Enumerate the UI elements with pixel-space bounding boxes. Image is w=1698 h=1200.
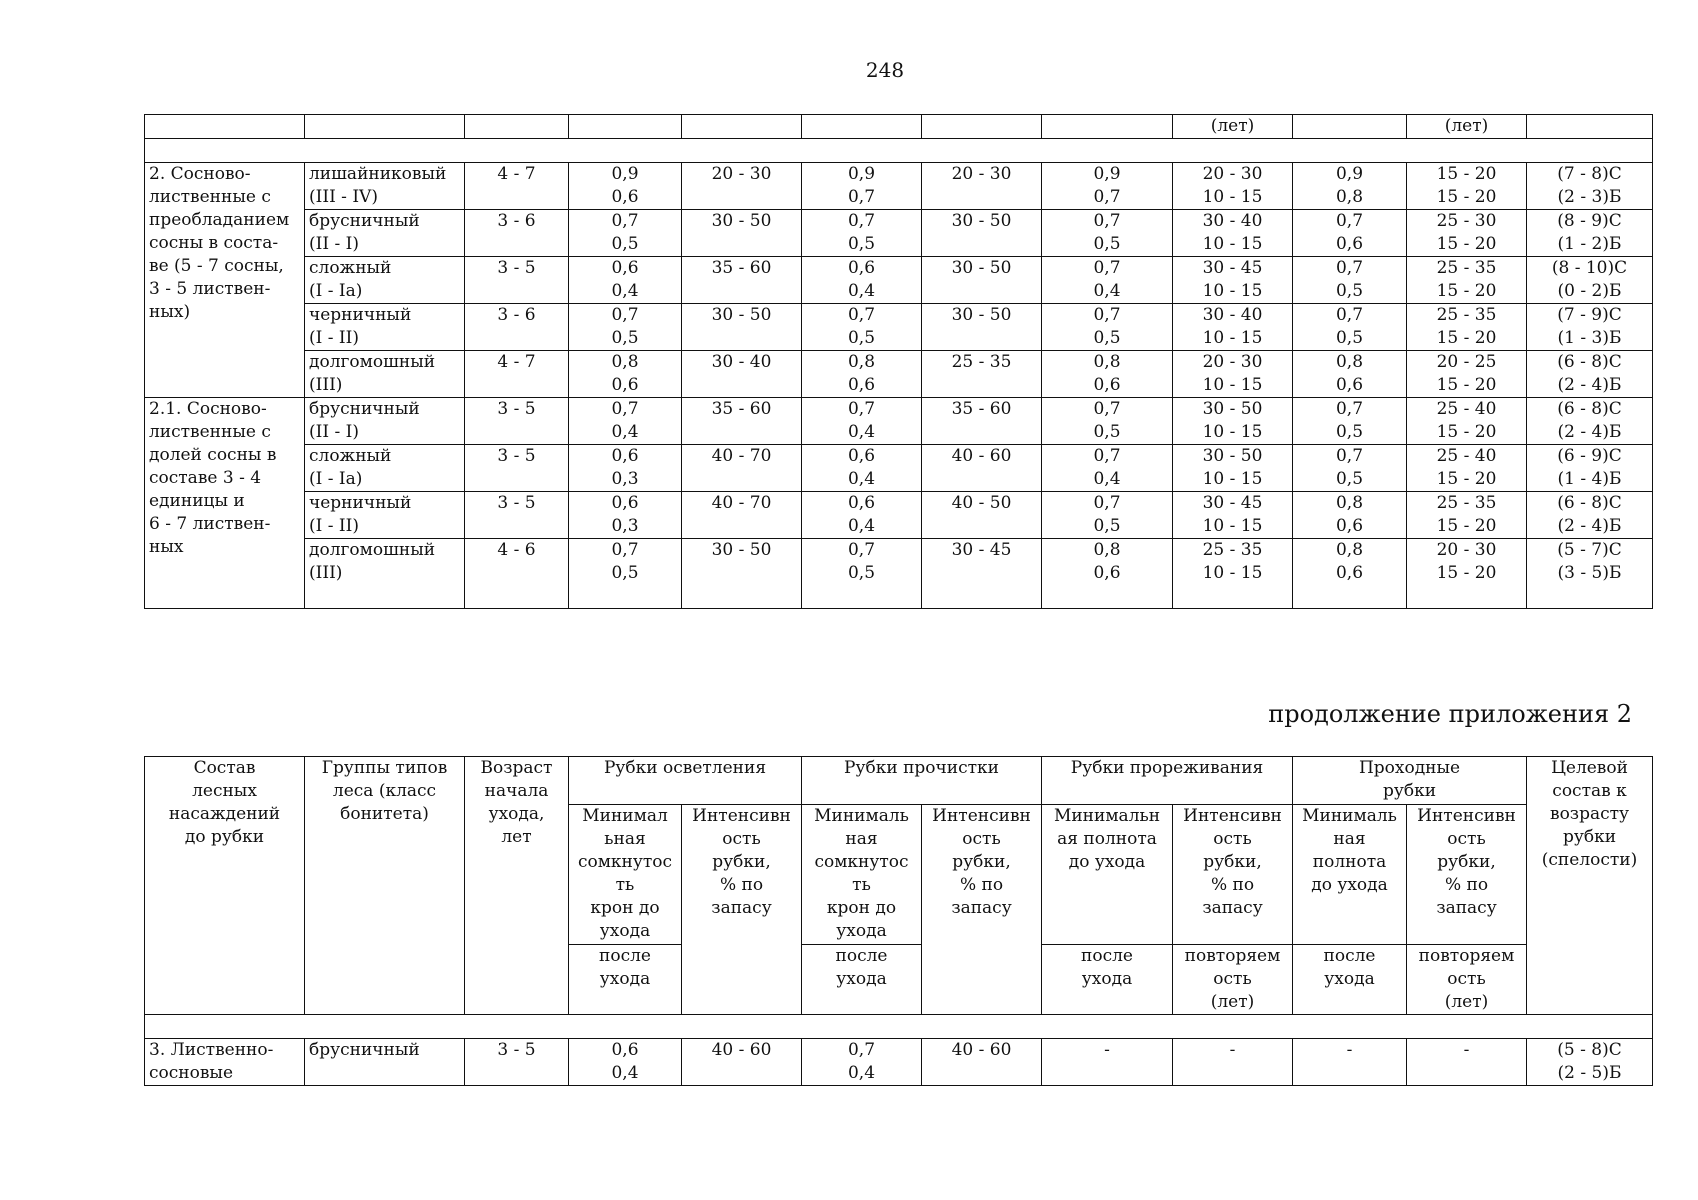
value-cell: 40 - 60 xyxy=(682,1039,802,1086)
target-composition-cell: (6 - 8)С (2 - 4)Б xyxy=(1527,398,1653,445)
target-composition-cell: (8 - 10)С (0 - 2)Б xyxy=(1527,257,1653,304)
value-cell: 0,8 0,6 xyxy=(1042,351,1173,398)
age-cell: 3 - 6 xyxy=(465,304,569,351)
value-cell: 0,9 0,7 xyxy=(802,163,922,210)
value-cell: 0,7 0,4 xyxy=(569,398,682,445)
value-cell: 25 - 35 xyxy=(922,351,1042,398)
header-after-care: после ухода xyxy=(802,945,922,1015)
target-composition-cell: (6 - 8)С (2 - 4)Б xyxy=(1527,351,1653,398)
value-cell: 30 - 50 xyxy=(922,304,1042,351)
value-cell: 0,6 0,4 xyxy=(802,257,922,304)
value-cell: 30 - 45 10 - 15 xyxy=(1173,492,1293,539)
value-cell: 0,6 0,3 xyxy=(569,492,682,539)
target-composition-cell: (5 - 7)С (3 - 5)Б xyxy=(1527,539,1653,609)
value-cell: 0,7 0,5 xyxy=(1293,304,1407,351)
age-cell: 4 - 6 xyxy=(465,539,569,609)
value-cell: 40 - 50 xyxy=(922,492,1042,539)
table-row xyxy=(145,257,1653,304)
table-header-tail-row xyxy=(145,115,1653,139)
forest-type-cell: лишайниковый (III - IV) xyxy=(305,163,465,210)
forest-type-cell: черничный (I - II) xyxy=(305,492,465,539)
value-cell: - xyxy=(1293,1039,1407,1086)
header-cut-intensity: Интенсивн ость рубки, % по запасу xyxy=(922,805,1042,1015)
value-cell: 0,9 0,7 xyxy=(1042,163,1173,210)
header-forest-type: Группы типов леса (класс бонитета) xyxy=(305,757,465,1015)
forest-type-cell: сложный (I - Ia) xyxy=(305,445,465,492)
value-cell: 0,9 0,6 xyxy=(569,163,682,210)
table-row xyxy=(145,304,1653,351)
header-cut-intensity: Интенсивн ость рубки, % по запасу xyxy=(1407,805,1527,945)
value-cell: 0,7 0,5 xyxy=(569,304,682,351)
value-cell: 0,8 0,6 xyxy=(802,351,922,398)
target-composition-cell: (6 - 9)С (1 - 4)Б xyxy=(1527,445,1653,492)
table-row xyxy=(145,445,1653,492)
value-cell: 35 - 60 xyxy=(922,398,1042,445)
value-cell: 0,7 0,5 xyxy=(802,539,922,609)
header-repeat-period: повторяем ость (лет) xyxy=(1407,945,1527,1015)
value-cell: 35 - 60 xyxy=(682,257,802,304)
value-cell: 0,7 0,5 xyxy=(802,210,922,257)
value-cell: 0,7 0,4 xyxy=(1042,445,1173,492)
header-cut-intensity: Интенсивн ость рубки, % по запасу xyxy=(682,805,802,1015)
table-row xyxy=(145,398,1653,445)
value-cell: 0,7 0,4 xyxy=(802,1039,922,1086)
value-cell: 20 - 30 15 - 20 xyxy=(1407,539,1527,609)
forest-care-table-part2 xyxy=(144,756,1653,1086)
age-cell: 3 - 5 xyxy=(465,257,569,304)
forest-type-cell: черничный (I - II) xyxy=(305,304,465,351)
value-cell: 30 - 40 xyxy=(682,351,802,398)
age-cell: 3 - 5 xyxy=(465,398,569,445)
value-cell: 0,6 0,4 xyxy=(569,1039,682,1086)
forest-care-table-part1 xyxy=(144,114,1653,609)
age-cell: 3 - 6 xyxy=(465,210,569,257)
value-cell: 0,7 0,5 xyxy=(569,210,682,257)
header-cleaning-cuts: Рубки прочистки xyxy=(802,757,1042,805)
value-cell: - xyxy=(1173,1039,1293,1086)
header-min-density: Минималь ная полнота до ухода xyxy=(1293,805,1407,945)
value-cell: 0,6 0,4 xyxy=(802,492,922,539)
value-cell: 0,6 0,4 xyxy=(569,257,682,304)
value-cell: 0,8 0,6 xyxy=(1293,351,1407,398)
age-cell: 3 - 5 xyxy=(465,1039,569,1086)
value-cell: 30 - 50 xyxy=(682,304,802,351)
table-row xyxy=(145,351,1653,398)
value-cell: 20 - 30 10 - 15 xyxy=(1173,351,1293,398)
header-clearing-cuts: Рубки осветления xyxy=(569,757,802,805)
age-cell: 3 - 5 xyxy=(465,492,569,539)
value-cell: 30 - 50 xyxy=(922,257,1042,304)
value-cell: 30 - 45 xyxy=(922,539,1042,609)
value-cell: 20 - 30 10 - 15 xyxy=(1173,163,1293,210)
header-composition: Состав лесных насаждений до рубки xyxy=(145,757,305,1015)
header-thinning-cuts: Рубки прореживания xyxy=(1042,757,1293,805)
value-cell: 30 - 50 10 - 15 xyxy=(1173,445,1293,492)
value-cell: 20 - 30 xyxy=(922,163,1042,210)
page-number: 248 xyxy=(865,58,905,82)
value-cell: 20 - 25 15 - 20 xyxy=(1407,351,1527,398)
value-cell: 0,8 0,6 xyxy=(1293,539,1407,609)
table-row xyxy=(145,539,1653,609)
forest-type-cell: долгомошный (III) xyxy=(305,351,465,398)
value-cell: 30 - 50 xyxy=(682,539,802,609)
value-cell: 15 - 20 15 - 20 xyxy=(1407,163,1527,210)
value-cell: 0,6 0,4 xyxy=(802,445,922,492)
value-cell: 30 - 50 10 - 15 xyxy=(1173,398,1293,445)
value-cell: 0,7 0,5 xyxy=(569,539,682,609)
continuation-title: продолжение приложения 2 xyxy=(1268,700,1632,728)
table-row xyxy=(145,210,1653,257)
value-cell: 30 - 40 10 - 15 xyxy=(1173,210,1293,257)
forest-type-cell: брусничный (II - I) xyxy=(305,210,465,257)
unit-label-years: (лет) xyxy=(1407,115,1527,139)
target-composition-cell: (8 - 9)С (1 - 2)Б xyxy=(1527,210,1653,257)
value-cell: 25 - 35 15 - 20 xyxy=(1407,304,1527,351)
value-cell: 0,7 0,5 xyxy=(1293,398,1407,445)
header-repeat-period: повторяем ость (лет) xyxy=(1173,945,1293,1015)
spacer-row xyxy=(145,139,1653,163)
unit-label-years: (лет) xyxy=(1173,115,1293,139)
age-cell: 4 - 7 xyxy=(465,163,569,210)
group-label: 2. Сосново- лиственные с преобладанием сосны в соста- ве (5 - 7 сосны, 3 - 5 листвен- ных) xyxy=(145,163,305,398)
header-cut-intensity: Интенсивн ость рубки, % по запасу xyxy=(1173,805,1293,945)
value-cell: 25 - 35 15 - 20 xyxy=(1407,257,1527,304)
table-row xyxy=(145,163,1653,210)
value-cell: 0,7 0,5 xyxy=(1293,257,1407,304)
value-cell: 0,7 0,6 xyxy=(1293,210,1407,257)
value-cell: 0,7 0,5 xyxy=(1042,492,1173,539)
value-cell: 40 - 70 xyxy=(682,445,802,492)
header-min-crown-closure: Минимал ьная сомкнутос ть крон до ухода xyxy=(569,805,682,945)
value-cell: 40 - 60 xyxy=(922,1039,1042,1086)
value-cell: 30 - 45 10 - 15 xyxy=(1173,257,1293,304)
value-cell: 25 - 30 15 - 20 xyxy=(1407,210,1527,257)
target-composition-cell: (7 - 9)С (1 - 3)Б xyxy=(1527,304,1653,351)
header-passing-cuts: Проходные рубки xyxy=(1293,757,1527,805)
value-cell: 40 - 60 xyxy=(922,445,1042,492)
value-cell: 0,6 0,3 xyxy=(569,445,682,492)
value-cell: 25 - 35 10 - 15 xyxy=(1173,539,1293,609)
value-cell: 30 - 50 xyxy=(682,210,802,257)
group-label: 2.1. Сосново- лиственные с долей сосны в составе 3 - 4 единицы и 6 - 7 листвен- ных xyxy=(145,398,305,609)
header-after-care: после ухода xyxy=(569,945,682,1015)
value-cell: 0,7 0,4 xyxy=(802,398,922,445)
forest-type-cell: брусничный xyxy=(305,1039,465,1086)
value-cell: 0,8 0,6 xyxy=(1293,492,1407,539)
value-cell: - xyxy=(1042,1039,1173,1086)
value-cell: 0,7 0,4 xyxy=(1042,257,1173,304)
value-cell: 25 - 40 15 - 20 xyxy=(1407,398,1527,445)
header-min-crown-closure: Минималь ная сомкнутос ть крон до ухода xyxy=(802,805,922,945)
value-cell: 0,8 0,6 xyxy=(569,351,682,398)
value-cell: 40 - 70 xyxy=(682,492,802,539)
value-cell: 35 - 60 xyxy=(682,398,802,445)
value-cell: 0,7 0,5 xyxy=(1042,304,1173,351)
age-cell: 4 - 7 xyxy=(465,351,569,398)
spacer-row xyxy=(145,1015,1653,1039)
table-row xyxy=(145,492,1653,539)
value-cell: 30 - 50 xyxy=(922,210,1042,257)
value-cell: 0,7 0,5 xyxy=(1042,398,1173,445)
value-cell: 0,7 0,5 xyxy=(1293,445,1407,492)
header-target-composition: Целевой состав к возрасту рубки (спелости) xyxy=(1527,757,1653,1015)
target-composition-cell: (6 - 8)С (2 - 4)Б xyxy=(1527,492,1653,539)
header-min-density: Минимальн ая полнота до ухода xyxy=(1042,805,1173,945)
forest-type-cell: долгомошный (III) xyxy=(305,539,465,609)
header-age: Возраст начала ухода, лет xyxy=(465,757,569,1015)
age-cell: 3 - 5 xyxy=(465,445,569,492)
value-cell: 0,7 0,5 xyxy=(1042,210,1173,257)
value-cell: 0,8 0,6 xyxy=(1042,539,1173,609)
value-cell: 0,7 0,5 xyxy=(802,304,922,351)
value-cell: 25 - 40 15 - 20 xyxy=(1407,445,1527,492)
group-label: 3. Лиственно- сосновые xyxy=(145,1039,305,1086)
target-composition-cell: (7 - 8)С (2 - 3)Б xyxy=(1527,163,1653,210)
value-cell: 25 - 35 15 - 20 xyxy=(1407,492,1527,539)
header-after-care: после ухода xyxy=(1042,945,1173,1015)
value-cell: 0,9 0,8 xyxy=(1293,163,1407,210)
target-composition-cell: (5 - 8)С (2 - 5)Б xyxy=(1527,1039,1653,1086)
forest-type-cell: брусничный (II - I) xyxy=(305,398,465,445)
value-cell: 30 - 40 10 - 15 xyxy=(1173,304,1293,351)
forest-type-cell: сложный (I - Ia) xyxy=(305,257,465,304)
header-after-care: после ухода xyxy=(1293,945,1407,1015)
table-row xyxy=(145,1039,1653,1086)
value-cell: 20 - 30 xyxy=(682,163,802,210)
value-cell: - xyxy=(1407,1039,1527,1086)
